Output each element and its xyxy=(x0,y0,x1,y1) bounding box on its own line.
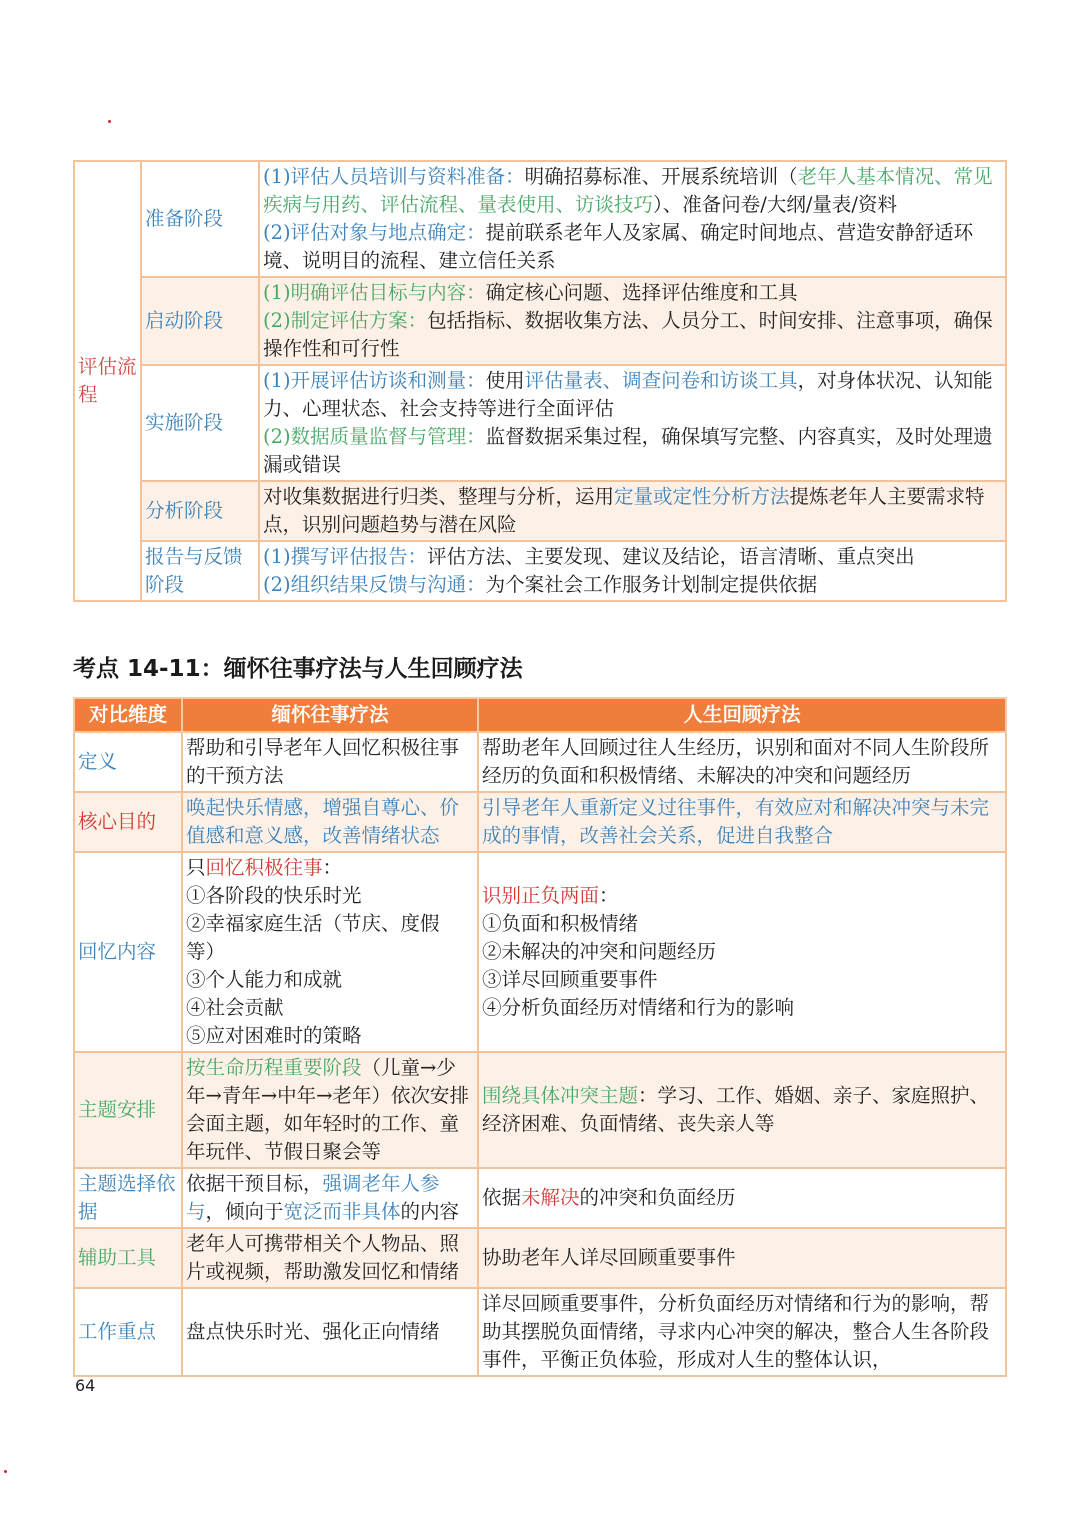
item-text: ： xyxy=(599,884,619,907)
stage-content xyxy=(259,365,1006,481)
header-reminiscence: 缅怀往事疗法 xyxy=(182,698,478,732)
life-review-cell xyxy=(478,1168,1006,1228)
item-text: 包括指标、数据收集方法、人员分工、时间安排、注意事项，确保操作性和可行性 xyxy=(263,309,993,360)
list-item: ⑤应对困难时的策略 xyxy=(186,1024,362,1047)
section-heading: 考点 14-11：缅怀往事疗法与人生回顾疗法 xyxy=(73,656,523,682)
item-text: 依据干预目标， xyxy=(186,1172,323,1195)
list-item: ②未解决的冲突和问题经历 xyxy=(482,940,717,963)
reminiscence-cell xyxy=(182,1168,478,1228)
header-dimension: 对比维度 xyxy=(74,698,182,732)
item-text: 监督数据采集过程，确保填写完整、内容真实，及时处理遗漏或错误 xyxy=(263,425,993,476)
item-text: 为个案社会工作服务计划制定提供依据 xyxy=(485,573,818,596)
highlight-text: 回忆积极往事 xyxy=(205,856,323,879)
life-review-cell: 引导老年人重新定义过往事件，有效应对和解决冲突与未完成的事情，改善社会关系，促进自我整合 xyxy=(478,792,1006,852)
life-review-cell xyxy=(478,1052,1006,1168)
item-text: ： xyxy=(322,856,343,879)
item-text: 明确招募标准、开展系统培训（ xyxy=(524,165,798,188)
life-review-cell: 协助老年人详尽回顾重要事件 xyxy=(478,1228,1006,1288)
item-text: 对收集数据进行归类、整理与分析，运用 xyxy=(263,485,615,508)
item-text: 依据 xyxy=(482,1186,522,1209)
highlight-text: 定量或定性分析方法 xyxy=(614,485,790,508)
list-item: ②幸福家庭生活（节庆、度假等） xyxy=(186,912,440,963)
life-review-cell: 详尽回顾重要事件，分析负面经历对情绪和行为的影响，帮助其摆脱负面情绪，寻求内心冲突的解决，整合人生各阶段事件，平衡正负体验，形成对人生的整体认识， xyxy=(478,1288,1006,1376)
highlight-text: 识别正负两面 xyxy=(482,884,600,907)
highlight-text: 未解决 xyxy=(521,1186,580,1209)
stage-content xyxy=(259,481,1006,541)
header-life-review: 人生回顾疗法 xyxy=(478,698,1006,732)
highlight-text: 评估量表、调查问卷和访谈工具 xyxy=(524,369,798,392)
stage-label: 报告与反馈阶段 xyxy=(141,541,259,601)
life-review-cell xyxy=(478,852,1006,1052)
dimension-label: 核心目的 xyxy=(74,792,182,852)
item-text: 提前联系老年人及家属、确定时间地点、营造安静舒适环境、说明目的流程、建立信任关系 xyxy=(263,221,974,272)
item-head: (2)评估对象与地点确定： xyxy=(263,221,486,244)
life-review-cell: 帮助老年人回顾过往人生经历，识别和面对不同人生阶段所经历的负面和积极情绪、未解决的冲突和问题经历 xyxy=(478,732,1006,792)
reminiscence-cell: 盘点快乐时光、强化正向情绪 xyxy=(182,1288,478,1376)
item-text: （儿童→少年→青年→中年→老年）依次安排会面主题，如年轻时的工作、童年玩伴、节假日聚会等 xyxy=(186,1056,470,1163)
item-text: 的冲突和负面经历 xyxy=(579,1186,736,1209)
item-head: (2)制定评估方案： xyxy=(263,309,428,332)
list-item: ③详尽回顾重要事件 xyxy=(482,968,658,991)
list-item: ③个人能力和成就 xyxy=(186,968,343,991)
item-text: 的内容 xyxy=(400,1200,460,1223)
item-text: ，倾向于 xyxy=(205,1200,284,1223)
red-dot-mark xyxy=(4,1470,7,1473)
dimension-label: 回忆内容 xyxy=(74,852,182,1052)
list-item: ①负面和积极情绪 xyxy=(482,912,639,935)
highlight-text: 老年人基本情况、常见疾病与用药、评估流程、量表使用、访谈技巧 xyxy=(263,165,993,216)
highlight-text: 按生命历程重要阶段 xyxy=(186,1056,362,1079)
item-head: (1)评估人员培训与资料准备： xyxy=(263,165,525,188)
highlight-text: 围绕具体冲突主题 xyxy=(482,1084,639,1107)
dimension-label: 主题安排 xyxy=(74,1052,182,1168)
page-number: 64 xyxy=(75,1376,96,1395)
item-text: 只 xyxy=(186,856,206,879)
highlight-text: 宽泛而非具体 xyxy=(283,1200,401,1223)
stage-content xyxy=(259,161,1006,277)
item-text: 确定核心问题、选择评估维度和工具 xyxy=(485,281,798,304)
item-text: ，对身体状况、认知能力、心理状态、社会支持等进行全面评估 xyxy=(263,369,993,420)
reminiscence-cell xyxy=(182,1052,478,1168)
stage-label: 启动阶段 xyxy=(141,277,259,365)
item-text: 评估方法、主要发现、建议及结论，语言清晰、重点突出 xyxy=(427,545,915,568)
reminiscence-cell: 老年人可携带相关个人物品、照片或视频，帮助激发回忆和情绪 xyxy=(182,1228,478,1288)
stage-content xyxy=(259,541,1006,601)
item-head: (1)开展评估访谈和测量： xyxy=(263,369,486,392)
stage-content xyxy=(259,277,1006,365)
item-head: (2)数据质量监督与管理： xyxy=(263,425,486,448)
list-item: ④分析负面经历对情绪和行为的影响 xyxy=(482,996,795,1019)
red-dot-mark xyxy=(108,120,111,123)
therapy-comparison-table xyxy=(73,697,1007,1377)
assessment-process-table xyxy=(73,160,1007,602)
item-text: ）、准备问卷/大纲/量表/资料 xyxy=(653,193,897,216)
item-head: (1)明确评估目标与内容： xyxy=(263,281,486,304)
item-text: ：学习、工作、婚姻、亲子、家庭照护、经济困难、负面情绪、丧失亲人等 xyxy=(482,1084,990,1135)
stage-label: 分析阶段 xyxy=(141,481,259,541)
item-text: 使用 xyxy=(485,369,525,392)
list-item: ④社会贡献 xyxy=(186,996,284,1019)
stage-label: 实施阶段 xyxy=(141,365,259,481)
reminiscence-cell: 唤起快乐情感，增强自尊心、价值感和意义感，改善情绪状态 xyxy=(182,792,478,852)
dimension-label: 主题选择依据 xyxy=(74,1168,182,1228)
reminiscence-cell: 帮助和引导老年人回忆积极往事的干预方法 xyxy=(182,732,478,792)
item-head: (2)组织结果反馈与沟通： xyxy=(263,573,486,596)
dimension-label: 辅助工具 xyxy=(74,1228,182,1288)
dimension-label: 定义 xyxy=(74,732,182,792)
stage-label: 准备阶段 xyxy=(141,161,259,277)
reminiscence-cell xyxy=(182,852,478,1052)
highlight-text: 强调老年人参与 xyxy=(186,1172,440,1223)
dimension-label: 工作重点 xyxy=(74,1288,182,1376)
item-head: (1)撰写评估报告： xyxy=(263,545,428,568)
section-label: 评估流程 xyxy=(74,161,141,601)
list-item: ①各阶段的快乐时光 xyxy=(186,884,362,907)
item-text: 提炼老年人主要需求特点，识别问题趋势与潜在风险 xyxy=(263,485,985,536)
